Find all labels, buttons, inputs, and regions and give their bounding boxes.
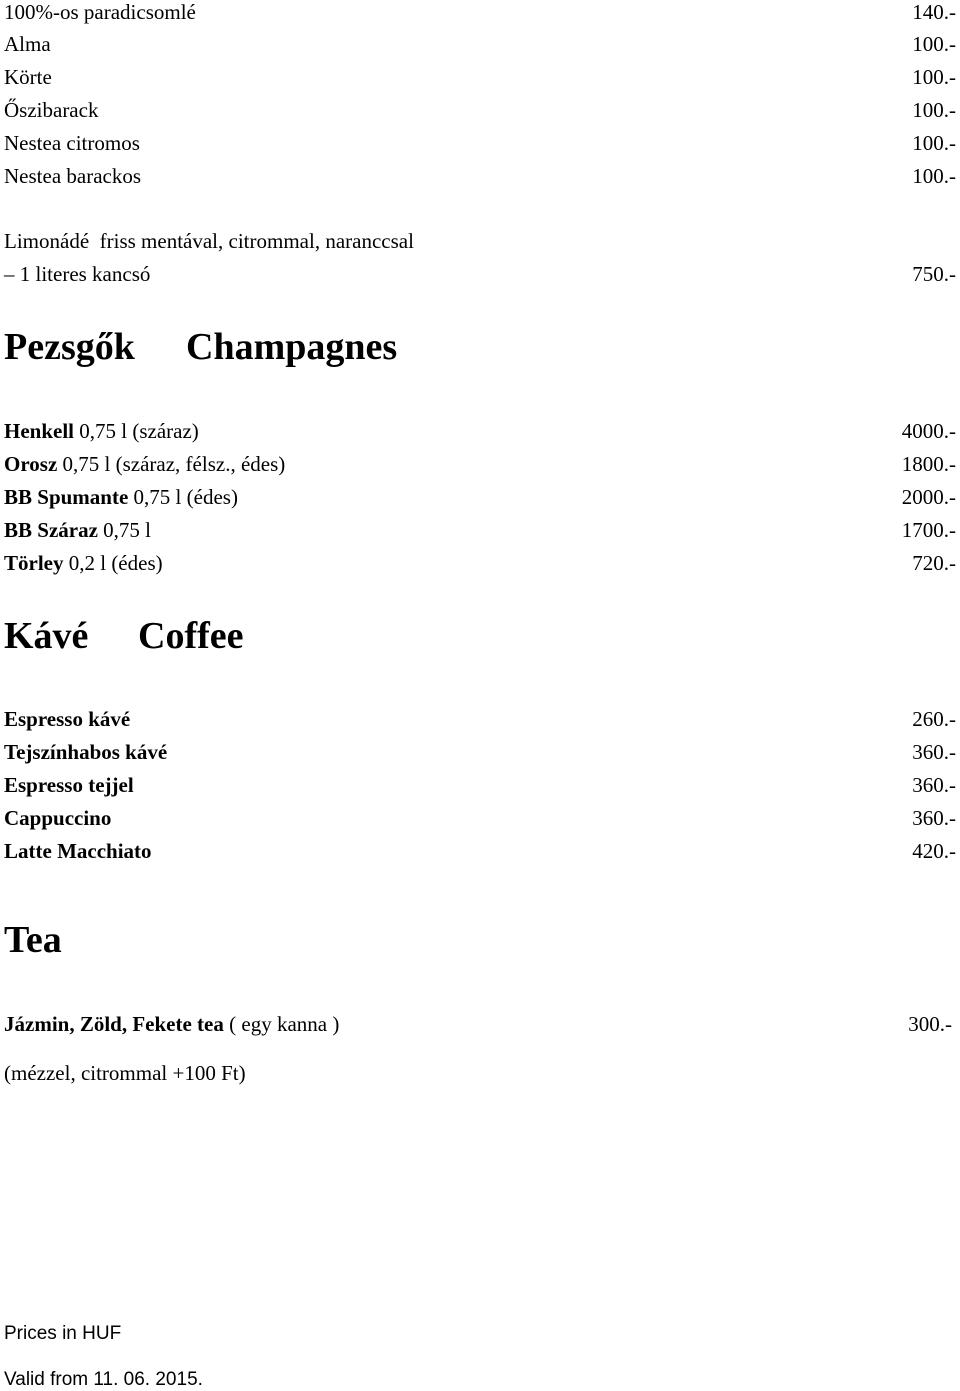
item-price: 4000.-: [901, 419, 956, 443]
item-name: Orosz: [4, 452, 58, 476]
item-name: Őszibarack: [4, 98, 99, 122]
menu-item-henkell: [4, 419, 956, 444]
item-detail: 0,75 l (száraz): [74, 419, 199, 443]
item-price: 300.-: [908, 1012, 952, 1036]
menu-item-peach: [4, 98, 956, 123]
menu-item-orosz: [4, 452, 956, 477]
item-name: Nestea citromos: [4, 131, 140, 155]
item-price: 420.-: [912, 839, 956, 863]
menu-item-tomato-juice: [4, 0, 956, 25]
item-name: Limonádé friss mentával, citrommal, naranccsal: [4, 229, 414, 253]
section-heading-champagnes: [4, 325, 398, 369]
heading-en: Champagnes: [186, 326, 398, 368]
heading-hu: Kávé: [4, 615, 89, 657]
item-price: 260.-: [912, 707, 956, 731]
item-name: Törley: [4, 551, 64, 575]
item-price: 2000.-: [901, 485, 956, 509]
menu-item-tea: [4, 1012, 952, 1037]
tea-note: [4, 1061, 956, 1086]
menu-item-pear: [4, 65, 956, 90]
menu-item-nestea-peach: [4, 164, 956, 189]
section-heading-coffee: [4, 614, 244, 658]
item-name: Tejszínhabos kávé: [4, 740, 168, 764]
currency-note: Prices in HUF: [4, 1323, 122, 1344]
note-text: (mézzel, citrommal +100 Ft): [4, 1061, 246, 1085]
menu-item-espresso: [4, 707, 956, 732]
item-detail: 0,75 l (száraz, félsz., édes): [57, 452, 286, 476]
menu-item-lemonade: [4, 229, 956, 254]
item-name: Jázmin, Zöld, Fekete tea: [4, 1012, 224, 1036]
menu-item-lemonade-jug: [4, 262, 956, 287]
menu-item-bb-szaraz: [4, 518, 956, 543]
item-name: Latte Macchiato: [4, 839, 152, 863]
item-name: BB Spumante: [4, 485, 129, 509]
item-price: 360.-: [912, 773, 956, 797]
item-detail: 0,75 l (édes): [128, 485, 238, 509]
menu-item-cappuccino: [4, 806, 956, 831]
item-name: Körte: [4, 65, 52, 89]
item-price: 360.-: [912, 806, 956, 830]
item-name: Alma: [4, 32, 51, 56]
item-name: Espresso kávé: [4, 707, 131, 731]
item-price: 140.-: [912, 0, 956, 24]
heading-title: Tea: [4, 919, 62, 961]
item-name: BB Száraz: [4, 518, 98, 542]
menu-item-latte-macchiato: [4, 839, 956, 864]
item-price: 100.-: [912, 32, 956, 56]
item-price: 750.-: [912, 262, 956, 286]
item-price: 1800.-: [901, 452, 956, 476]
item-price: 100.-: [912, 164, 956, 188]
menu-item-bb-spumante: [4, 485, 956, 510]
menu-item-whipped-cream-coffee: [4, 740, 956, 765]
heading-en: Coffee: [138, 615, 244, 657]
valid-from-note: Valid from 11. 06. 2015.: [4, 1369, 203, 1390]
heading-hu: Pezsgők: [4, 326, 135, 368]
item-name: Cappuccino: [4, 806, 112, 830]
menu-item-nestea-lemon: [4, 131, 956, 156]
item-name: Nestea barackos: [4, 164, 142, 188]
item-name: Henkell: [4, 419, 75, 443]
menu-item-espresso-milk: [4, 773, 956, 798]
item-name: 100%-os paradicsomlé: [4, 0, 196, 24]
item-price: 100.-: [912, 98, 956, 122]
item-detail: ( egy kanna ): [223, 1012, 340, 1036]
section-heading-tea: [4, 918, 62, 962]
item-price: 100.-: [912, 131, 956, 155]
item-price: 1700.-: [901, 518, 956, 542]
menu-item-apple: [4, 32, 956, 57]
menu-item-torley: [4, 551, 956, 576]
item-price: 720.-: [912, 551, 956, 575]
item-detail: 0,75 l: [97, 518, 151, 542]
item-price: 100.-: [912, 65, 956, 89]
item-detail: – 1 literes kancsó: [4, 262, 151, 286]
item-detail: 0,2 l (édes): [63, 551, 163, 575]
item-price: 360.-: [912, 740, 956, 764]
item-name: Espresso tejjel: [4, 773, 134, 797]
